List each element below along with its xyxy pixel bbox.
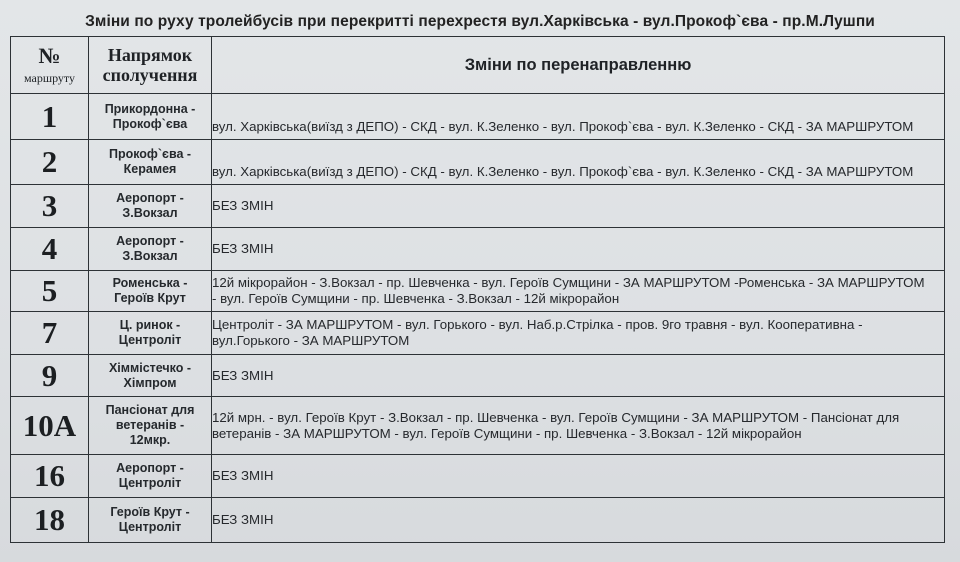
table-row [11, 355, 945, 397]
change-line: БЕЗ ЗМІН [212, 198, 274, 213]
direction-line: Пансіонат для [105, 403, 195, 417]
direction-line: Центроліт [118, 476, 182, 490]
change-line: БЕЗ ЗМІН [212, 512, 274, 527]
table-row [11, 185, 945, 228]
notice-title: Зміни по руху тролейбусів при перекритті перехрестя вул.Харківська - вул.Прокоф`єва - пр.М.Лушпи [85, 13, 875, 30]
route-change-description [212, 140, 945, 185]
route-number: 16 [11, 455, 89, 498]
route-number: 1 [11, 94, 89, 140]
direction-line: Прокоф`єва [112, 116, 188, 131]
direction-line: Прокоф`єва - [108, 147, 192, 161]
route-number-header [11, 37, 89, 94]
change-line: БЕЗ ЗМІН [212, 468, 274, 483]
route-number: 5 [11, 271, 89, 312]
route-direction [89, 185, 212, 228]
route-direction [89, 94, 212, 140]
direction-line: Аеропорт - [116, 191, 184, 205]
table-header-row [11, 37, 945, 94]
route-direction [89, 397, 212, 455]
route-change-description [212, 312, 945, 355]
change-line: 12й мікрорайон - З.Вокзал - пр. Шевченка - вул. Героїв Сумщини - ЗА МАРШРУТОМ -Роменська - ЗА МАРШРУТОМ [212, 275, 925, 290]
route-number: 4 [11, 228, 89, 271]
route-change-description [212, 355, 945, 397]
route-number: 18 [11, 498, 89, 543]
direction-line: Центроліт [118, 333, 182, 347]
route-change-description [212, 94, 945, 140]
table-row [11, 397, 945, 455]
direction-header-line1: Напрямок [107, 45, 193, 65]
direction-line: ветеранів - [115, 418, 185, 432]
change-line: вул. Харківська(виїзд з ДЕПО) - СКД - вул. К.Зеленко - вул. Прокоф`єва - вул. К.Зеленко - СКД - ЗА МАРШРУТОМ [212, 164, 914, 179]
route-number: 9 [11, 355, 89, 397]
direction-line: З.Вокзал [122, 249, 178, 263]
route-direction [89, 228, 212, 271]
change-line: 12й мрн. - вул. Героїв Крут - З.Вокзал - пр. Шевченка - вул. Героїв Сумщини - ЗА МАРШРУТОМ - Пансіонат для [212, 409, 900, 425]
table-row [11, 271, 945, 312]
change-line: БЕЗ ЗМІН [212, 367, 274, 383]
route-direction [89, 140, 212, 185]
route-number: 2 [11, 140, 89, 185]
route-change-description [212, 397, 945, 455]
change-line: Центроліт - ЗА МАРШРУТОМ - вул. Горького - вул. Наб.р.Стрілка - пров. 9го травня - вул. Кооперативна - [212, 317, 863, 332]
direction-line: Героїв Крут [114, 291, 186, 305]
direction-header-line2: сполучення [102, 65, 198, 85]
route-direction [89, 498, 212, 543]
route-change-description [212, 455, 945, 498]
table-row [11, 94, 945, 140]
route-direction [89, 271, 212, 312]
changes-header: Зміни по перенаправленню [212, 37, 945, 94]
direction-line: Аеропорт - [116, 461, 184, 475]
direction-line: Героїв Крут - [110, 505, 190, 519]
direction-line: Хіммістечко - [108, 360, 192, 375]
change-line: - вул. Героїв Сумщини - пр. Шевченка - З.Вокзал - 12й мікрорайон [212, 291, 620, 306]
route-change-description [212, 228, 945, 271]
route-number-subheader: маршруту [23, 71, 75, 85]
change-line: вул.Горького - ЗА МАРШРУТОМ [212, 333, 410, 348]
direction-line: Хімпром [123, 375, 177, 390]
change-line: вул. Харківська(виїзд з ДЕПО) - СКД - вул. К.Зеленко - вул. Прокоф`єва - вул. К.Зеленко - СКД - ЗА МАРШРУТОМ [212, 119, 914, 134]
route-change-description [212, 185, 945, 228]
route-change-description [212, 271, 945, 312]
route-number: 3 [11, 185, 89, 228]
direction-line: Роменська - [112, 276, 188, 290]
direction-line: З.Вокзал [122, 206, 178, 220]
route-number: 7 [11, 312, 89, 355]
route-changes-table [10, 36, 945, 543]
direction-line: Прикордонна - [104, 101, 196, 116]
direction-line: Керамея [123, 162, 177, 176]
route-number: 10А [11, 397, 89, 455]
table-row [11, 455, 945, 498]
route-change-description [212, 498, 945, 543]
direction-line: Ц. ринок - [119, 318, 181, 332]
direction-header [89, 37, 212, 94]
table-row [11, 140, 945, 185]
direction-line: 12мкр. [129, 433, 171, 447]
change-line: ветеранів - ЗА МАРШРУТОМ - вул. Героїв Сумщини - пр. Шевченка - З.Вокзал - 12й мікрорайон [212, 425, 802, 441]
direction-line: Аеропорт - [116, 234, 184, 248]
route-direction [89, 355, 212, 397]
table-row [11, 498, 945, 543]
direction-line: Центроліт [118, 520, 182, 534]
table-row [11, 312, 945, 355]
route-direction [89, 455, 212, 498]
table-row [11, 228, 945, 271]
number-sign: № [38, 43, 61, 68]
change-line: БЕЗ ЗМІН [212, 241, 274, 256]
route-direction [89, 312, 212, 355]
